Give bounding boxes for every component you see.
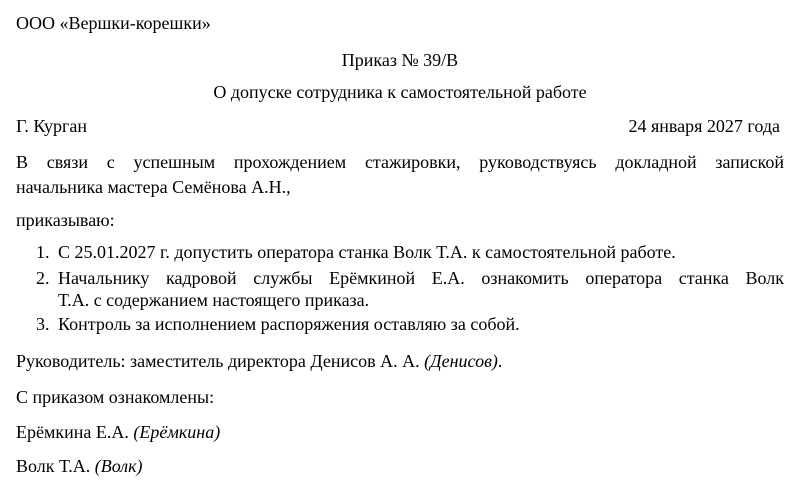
place-date-row xyxy=(16,115,784,137)
city: Г. Курган xyxy=(16,116,88,136)
head-label: Руководитель: заместитель директора Денисов А. А. xyxy=(16,351,420,371)
list-item xyxy=(16,311,784,337)
document-page xyxy=(16,0,784,482)
signer-name: Волк Т.А. xyxy=(16,456,91,476)
item-number: 3. xyxy=(36,314,50,334)
acquainted-label: С приказом ознакомлены: xyxy=(16,387,215,407)
signer-name: Ерёмкина Е.А. xyxy=(16,422,129,442)
list-item xyxy=(16,239,784,265)
list-item xyxy=(16,265,784,311)
order-title: Приказ № 39/В xyxy=(341,50,459,70)
item-number: 1. xyxy=(36,242,50,262)
signer-signature: (Волк) xyxy=(94,456,143,476)
item-text-line-2: Т.А. с содержанием настоящего приказа. xyxy=(58,290,370,310)
item-text-line-1: Начальнику кадровой службы Ерёмкиной Е.А. ознакомить оператора станка Волк xyxy=(58,268,784,288)
item-text: С 25.01.2027 г. допустить оператора станка Волк Т.А. к самостоятельной работе. xyxy=(58,242,676,262)
order-word: приказываю: xyxy=(16,210,115,230)
signer-row xyxy=(16,455,143,477)
signer-signature: (Ерёмкина) xyxy=(133,422,221,442)
signer-row xyxy=(16,421,220,443)
order-subject: О допуске сотрудника к самостоятельной работе xyxy=(213,82,587,102)
order-date: 24 января 2027 года xyxy=(628,116,780,136)
item-text: Контроль за исполнением распоряжения оставляю за собой. xyxy=(58,314,520,334)
organization-name: ООО «Вершки-корешки» xyxy=(16,13,211,33)
head-signature: (Денисов) xyxy=(424,351,498,371)
head-signature-row xyxy=(16,350,502,372)
item-number: 2. xyxy=(36,268,50,288)
order-items-list xyxy=(16,239,784,337)
head-dot: . xyxy=(497,351,503,371)
preamble-line-1: В связи с успешным прохождением стажировки, руководствуясь докладной запиской xyxy=(16,152,784,172)
preamble-line-2: начальника мастера Семёнова А.Н., xyxy=(16,177,291,197)
